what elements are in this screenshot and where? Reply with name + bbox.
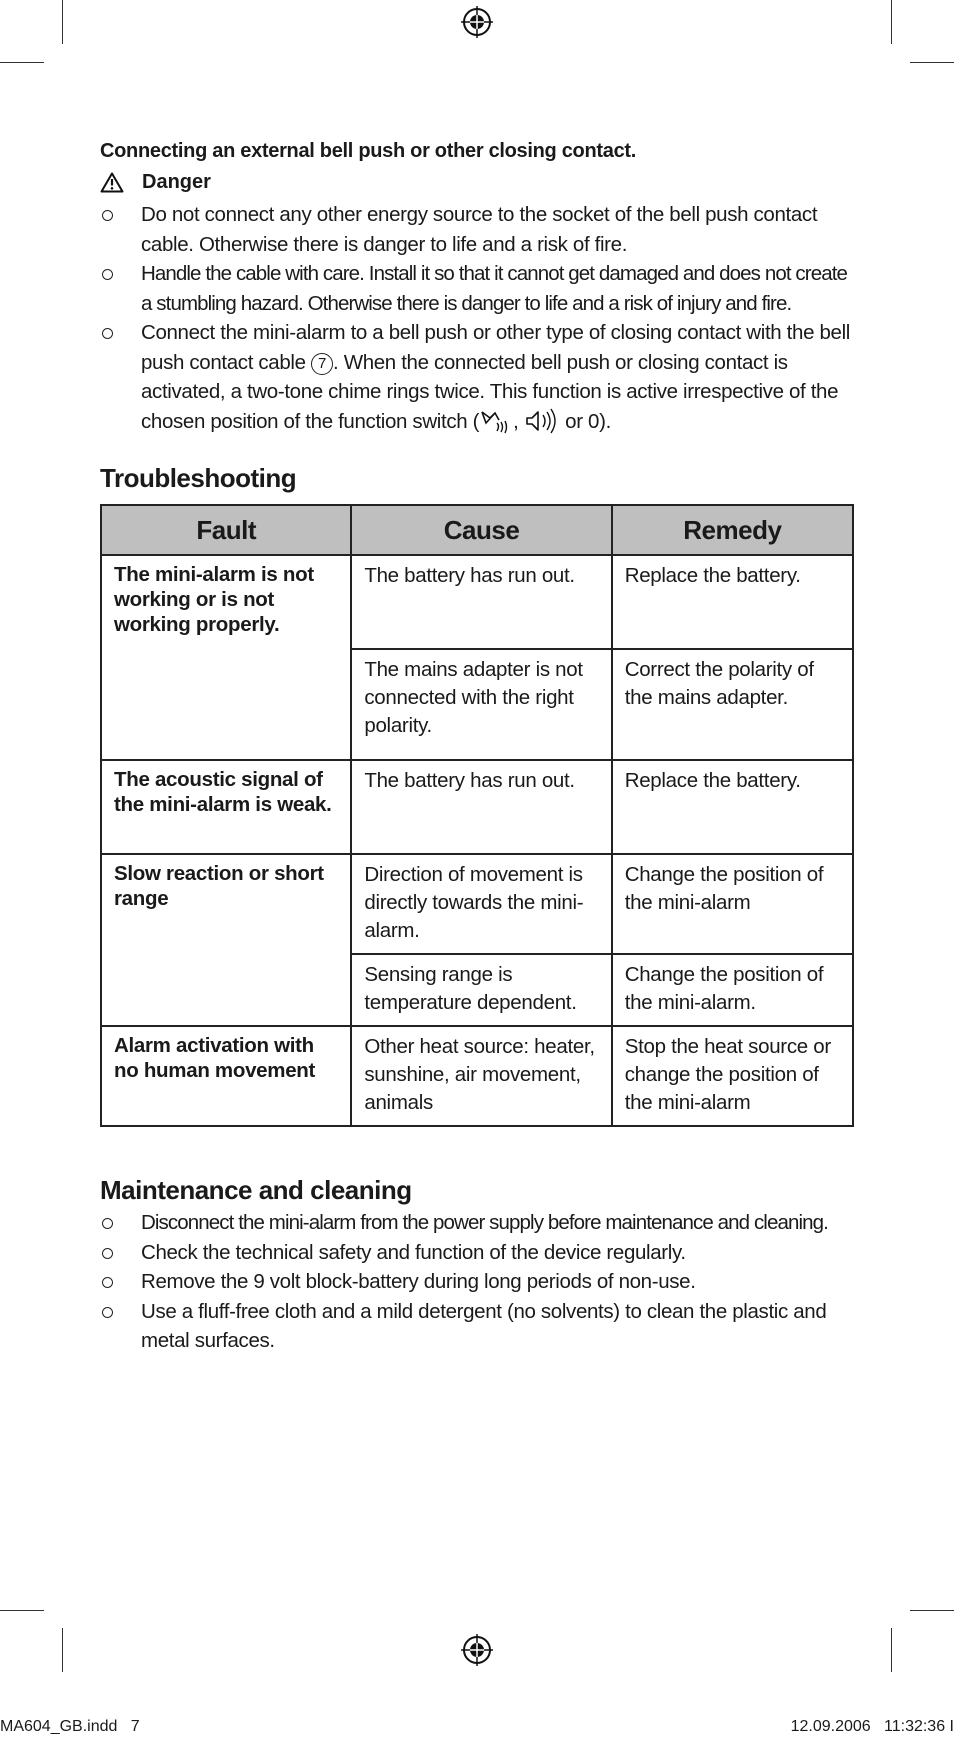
list-item xyxy=(100,318,855,437)
footer-date: 12.09.2006 11:32:36 I xyxy=(790,1718,954,1735)
list-item xyxy=(100,1208,855,1238)
crop-mark xyxy=(891,1628,892,1672)
maintenance-bullet-text: Use a fluff-free cloth and a mild detergent (no solvents) to clean the plastic and metal surfaces. xyxy=(141,1299,827,1353)
maintenance-list xyxy=(100,1208,855,1356)
crop-mark xyxy=(891,0,892,44)
remedy-cell: Correct the polarity of the mains adapter. xyxy=(612,649,853,760)
cause-cell: The battery has run out. xyxy=(351,760,611,854)
connect-text-part3: or 0). xyxy=(559,409,611,433)
remedy-cell: Replace the battery. xyxy=(612,555,853,649)
fault-cell: The mini-alarm is not working or is not working properly. xyxy=(101,555,351,760)
connect-text-part2: . When the connected bell push or closing contact is activated, a two-tone chime rings twice. This function is active irrespective of the chosen position of the function switch ( xyxy=(141,350,839,433)
list-item xyxy=(100,1267,855,1297)
symbol-separator: , xyxy=(513,409,524,433)
crop-mark xyxy=(910,1610,954,1611)
troubleshooting-table xyxy=(100,504,854,1127)
fault-cell: Alarm activation with no human movement xyxy=(101,1026,351,1126)
cause-cell: Direction of movement is directly towards the mini-alarm. xyxy=(351,854,611,954)
crop-mark xyxy=(0,1610,44,1611)
remedy-cell: Change the position of the mini-alarm xyxy=(612,854,853,954)
page-content xyxy=(100,140,855,1356)
maintenance-bullet-text: Check the technical safety and function of the device regularly. xyxy=(141,1240,686,1264)
danger-label: Danger xyxy=(142,171,211,193)
crop-mark xyxy=(62,1628,63,1672)
maintenance-bullet-text: Disconnect the mini-alarm from the power supply before maintenance and cleaning. xyxy=(141,1211,828,1235)
cause-cell: The battery has run out. xyxy=(351,555,611,649)
troubleshooting-heading: Troubleshooting xyxy=(100,463,297,494)
footer-file: MA604_GB.indd 7 xyxy=(0,1718,140,1735)
list-item xyxy=(100,200,855,259)
registration-mark-icon xyxy=(461,6,493,38)
list-item xyxy=(100,1238,855,1268)
circled-number xyxy=(311,353,333,375)
remedy-cell: Change the position of the mini-alarm. xyxy=(612,954,853,1026)
column-header: Fault xyxy=(101,505,351,555)
circled-number-text: 7 xyxy=(318,354,326,372)
table-row xyxy=(101,555,853,649)
table-header-row xyxy=(101,505,853,555)
registration-mark-icon xyxy=(461,1634,493,1666)
cause-cell: Sensing range is temperature dependent. xyxy=(351,954,611,1026)
danger-bullet-text: Handle the cable with care. Install it so that it cannot get damaged and does not create a stumbling hazard. Otherwise there is danger to life and a risk of injury and fire. xyxy=(141,262,847,315)
connect-text xyxy=(141,321,850,433)
list-item xyxy=(100,1297,855,1356)
cause-cell: Other heat source: heater, sunshine, air movement, animals xyxy=(351,1026,611,1126)
remedy-cell: Stop the heat source or change the position of the mini-alarm xyxy=(612,1026,853,1126)
danger-bullet-text: Do not connect any other energy source to the socket of the bell push contact cable. Otherwise there is danger to life and a risk of fire. xyxy=(141,203,818,256)
crop-mark xyxy=(62,0,63,44)
speaker-icon xyxy=(524,407,560,437)
table-row xyxy=(101,760,853,854)
fault-cell: The acoustic signal of the mini-alarm is weak. xyxy=(101,760,351,854)
connect-text-part1: Connect the mini-alarm to a bell push or other type of closing contact with the bell push contact cable xyxy=(141,321,850,374)
maintenance-heading: Maintenance and cleaning xyxy=(100,1175,412,1206)
cause-cell: The mains adapter is not connected with the right polarity. xyxy=(351,649,611,760)
fault-cell: Slow reaction or short range xyxy=(101,854,351,1026)
column-header: Remedy xyxy=(612,505,853,555)
list-item xyxy=(100,259,855,318)
section-subheading: Connecting an external bell push or other closing contact. xyxy=(100,140,637,162)
danger-list xyxy=(100,200,855,437)
crop-mark xyxy=(910,62,954,63)
table-row xyxy=(101,1026,853,1126)
column-header: Cause xyxy=(351,505,611,555)
crop-mark xyxy=(0,62,44,63)
motion-chime-icon xyxy=(479,409,513,435)
remedy-cell: Replace the battery. xyxy=(612,760,853,854)
warning-triangle-icon xyxy=(100,172,124,193)
maintenance-bullet-text: Remove the 9 volt block-battery during long periods of non-use. xyxy=(141,1270,696,1294)
danger-heading xyxy=(100,171,855,194)
table-row xyxy=(101,854,853,954)
